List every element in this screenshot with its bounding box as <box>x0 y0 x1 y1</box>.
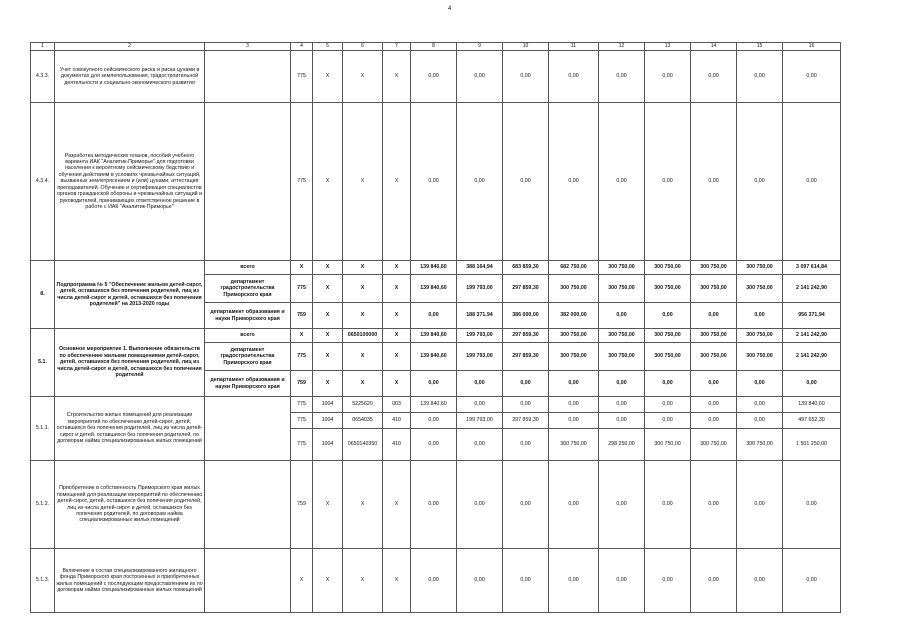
executor-cell <box>205 549 291 613</box>
value-cell: 0,00 <box>645 413 691 429</box>
cell-vr: 003 <box>383 397 411 413</box>
value-cell: 0,00 <box>503 103 549 261</box>
value-cell: 188 371,94 <box>457 303 503 329</box>
value-cell: 0,00 <box>411 51 457 103</box>
value-cell: 199 793,00 <box>457 275 503 303</box>
cell-rzpr: 1004 <box>313 397 343 413</box>
value-cell: 300 750,00 <box>737 343 783 371</box>
cell-rzpr: X <box>313 549 343 613</box>
value-cell: 0,00 <box>737 51 783 103</box>
row-number: 5.1.1. <box>31 397 55 461</box>
table-row <box>31 51 841 103</box>
value-cell: 0,00 <box>457 51 503 103</box>
cell-grbs: 775 <box>291 343 313 371</box>
value-cell: 683 859,30 <box>503 261 549 275</box>
cell-vr: X <box>383 275 411 303</box>
column-header: 7 <box>383 43 411 51</box>
value-cell: 297 859,30 <box>503 413 549 429</box>
value-cell: 300 750,00 <box>645 275 691 303</box>
value-cell: 0,00 <box>599 397 645 413</box>
value-cell: 0,00 <box>411 461 457 549</box>
value-cell: 300 750,00 <box>549 275 599 303</box>
value-cell: 300 750,00 <box>737 261 783 275</box>
value-cell: 1 501 250,00 <box>783 429 841 461</box>
value-cell: 139 840,60 <box>411 275 457 303</box>
table-row <box>31 261 841 275</box>
cell-vr: X <box>383 461 411 549</box>
cell-csr: X <box>343 371 383 397</box>
value-cell: 300 750,00 <box>691 343 737 371</box>
row-number: 4.3.4. <box>31 103 55 261</box>
table-row <box>31 329 841 343</box>
value-cell: 682 750,00 <box>549 261 599 275</box>
cell-csr: 5225620 <box>343 397 383 413</box>
value-cell: 300 750,00 <box>691 275 737 303</box>
budget-table <box>30 42 841 613</box>
value-cell: 0,00 <box>691 103 737 261</box>
column-header: 14 <box>691 43 737 51</box>
row-number: 4.3.3. <box>31 51 55 103</box>
value-cell: 0,00 <box>549 413 599 429</box>
column-header: 4 <box>291 43 313 51</box>
cell-csr: X <box>343 549 383 613</box>
cell-vr: X <box>383 371 411 397</box>
value-cell: 300 750,00 <box>549 429 599 461</box>
value-cell: 0,00 <box>783 51 841 103</box>
value-cell: 2 141 242,90 <box>783 275 841 303</box>
table-row <box>31 461 841 549</box>
cell-vr: 410 <box>383 413 411 429</box>
value-cell: 297 859,30 <box>503 343 549 371</box>
column-header: 8 <box>411 43 457 51</box>
value-cell: 300 750,00 <box>691 261 737 275</box>
value-cell: 0,00 <box>411 303 457 329</box>
value-cell: 0,00 <box>549 461 599 549</box>
value-cell: 0,00 <box>599 549 645 613</box>
value-cell: 300 750,00 <box>737 275 783 303</box>
value-cell: 388 164,94 <box>457 261 503 275</box>
row-title: Подпрограмма № 5 "Обеспечение жильем детей-сирот, детей, оставшихся без попечения родителей, лиц из числа детей-сирот и детей, оставшихся без попечения родителей" на 2013-2020 годы <box>55 261 205 329</box>
cell-rzpr: X <box>313 275 343 303</box>
column-header: 6 <box>343 43 383 51</box>
cell-vr: X <box>383 343 411 371</box>
value-cell: 300 750,00 <box>645 261 691 275</box>
value-cell: 0,00 <box>599 413 645 429</box>
value-cell: 0,00 <box>599 51 645 103</box>
value-cell: 0,00 <box>645 371 691 397</box>
value-cell: 300 750,00 <box>691 429 737 461</box>
value-cell: 0,00 <box>691 461 737 549</box>
table-row <box>31 549 841 613</box>
table-row <box>31 103 841 261</box>
page-number: 4 <box>448 6 452 12</box>
row-title: Строительство жилых помещений для реализации мероприятий по обеспечению детей-сирот, детей, оставшихся без попечения родителей, лиц из числа детей-сирот и детей, оставшихся без попечения родителей, по договорам найма специализированных жилых помещений <box>55 397 205 461</box>
value-cell: 0,00 <box>737 549 783 613</box>
column-header: 1 <box>31 43 55 51</box>
value-cell: 0,00 <box>645 103 691 261</box>
cell-csr: 0650140350 <box>343 429 383 461</box>
executor-cell: департамент образования и науки Приморского края <box>205 371 291 397</box>
value-cell: 0,00 <box>549 549 599 613</box>
value-cell: 0,00 <box>599 303 645 329</box>
row-title: Приобретение в собственность Приморского края жилых помещений для реализации мероприятий по обеспечению детей-сирот, детей, оставшихся без попечения родителей, лиц из числа детей-сирот и детей, оставшихся без попечения родителей, по договорам найма специализированных жилых помещений <box>55 461 205 549</box>
cell-csr: X <box>343 103 383 261</box>
value-cell: 2 141 242,90 <box>783 329 841 343</box>
cell-vr: X <box>383 103 411 261</box>
value-cell: 199 793,00 <box>457 343 503 371</box>
value-cell: 0,00 <box>645 51 691 103</box>
cell-vr: X <box>383 329 411 343</box>
row-number: 5.1.2. <box>31 461 55 549</box>
cell-rzpr: X <box>313 343 343 371</box>
cell-rzpr: X <box>313 103 343 261</box>
value-cell: 0,00 <box>783 549 841 613</box>
value-cell: 298 250,00 <box>599 429 645 461</box>
row-number: 8. <box>31 261 55 329</box>
cell-csr: 0650100000 <box>343 329 383 343</box>
value-cell: 0,00 <box>737 371 783 397</box>
value-cell: 0,00 <box>457 549 503 613</box>
cell-csr: X <box>343 303 383 329</box>
value-cell: 0,00 <box>691 371 737 397</box>
value-cell: 0,00 <box>645 461 691 549</box>
value-cell: 0,00 <box>691 549 737 613</box>
cell-rzpr: X <box>313 303 343 329</box>
value-cell: 497 652,30 <box>783 413 841 429</box>
cell-rzpr: X <box>313 371 343 397</box>
value-cell: 300 750,00 <box>549 343 599 371</box>
cell-csr: X <box>343 461 383 549</box>
cell-grbs: X <box>291 329 313 343</box>
cell-rzpr: 1004 <box>313 413 343 429</box>
value-cell: 2 141 242,90 <box>783 343 841 371</box>
value-cell: 300 750,00 <box>549 329 599 343</box>
executor-cell: департамент градостроительства Приморского края <box>205 343 291 371</box>
row-title: Включение в состав специализированного жилищного фонда Приморского края построенных и приобретенных жилых помещений с последующим предоставлением их по договорам найма специализированных жилых помещений <box>55 549 205 613</box>
value-cell: 0,00 <box>503 371 549 397</box>
value-cell: 0,00 <box>457 461 503 549</box>
cell-vr: X <box>383 261 411 275</box>
value-cell: 0,00 <box>457 429 503 461</box>
value-cell: 300 750,00 <box>645 329 691 343</box>
table-row <box>31 397 841 413</box>
value-cell: 139 840,60 <box>411 397 457 413</box>
column-header: 16 <box>783 43 841 51</box>
column-header: 3 <box>205 43 291 51</box>
cell-rzpr: 1004 <box>313 429 343 461</box>
executor-cell <box>205 51 291 103</box>
executor-cell <box>205 397 291 461</box>
cell-csr: X <box>343 261 383 275</box>
value-cell: 3 097 614,84 <box>783 261 841 275</box>
column-header: 2 <box>55 43 205 51</box>
cell-csr: 0654035 <box>343 413 383 429</box>
value-cell: 0,00 <box>411 371 457 397</box>
executor-cell: департамент образования и науки Приморского края <box>205 303 291 329</box>
cell-vr: X <box>383 549 411 613</box>
value-cell: 139 840,60 <box>783 397 841 413</box>
value-cell: 300 750,00 <box>599 343 645 371</box>
cell-grbs: 775 <box>291 51 313 103</box>
column-header: 15 <box>737 43 783 51</box>
column-header: 12 <box>599 43 645 51</box>
cell-grbs: 775 <box>291 275 313 303</box>
value-cell: 0,00 <box>599 371 645 397</box>
value-cell: 0,00 <box>783 371 841 397</box>
value-cell: 300 750,00 <box>599 275 645 303</box>
value-cell: 0,00 <box>503 461 549 549</box>
column-header: 5 <box>313 43 343 51</box>
cell-grbs: X <box>291 261 313 275</box>
column-header: 11 <box>549 43 599 51</box>
value-cell: 0,00 <box>549 397 599 413</box>
value-cell: 0,00 <box>645 303 691 329</box>
value-cell: 0,00 <box>737 303 783 329</box>
value-cell: 386 000,00 <box>503 303 549 329</box>
executor-cell: всего <box>205 329 291 343</box>
cell-grbs: 759 <box>291 461 313 549</box>
value-cell: 0,00 <box>691 51 737 103</box>
cell-grbs: 759 <box>291 371 313 397</box>
value-cell: 139 840,60 <box>411 261 457 275</box>
value-cell: 0,00 <box>503 397 549 413</box>
value-cell: 0,00 <box>503 549 549 613</box>
value-cell: 0,00 <box>737 461 783 549</box>
value-cell: 199 793,00 <box>457 329 503 343</box>
value-cell: 0,00 <box>737 103 783 261</box>
cell-rzpr: X <box>313 51 343 103</box>
value-cell: 0,00 <box>411 413 457 429</box>
cell-csr: X <box>343 343 383 371</box>
value-cell: 0,00 <box>411 429 457 461</box>
cell-vr: X <box>383 303 411 329</box>
value-cell: 0,00 <box>691 413 737 429</box>
value-cell: 300 750,00 <box>645 343 691 371</box>
cell-rzpr: X <box>313 461 343 549</box>
cell-grbs: 759 <box>291 303 313 329</box>
value-cell: 0,00 <box>549 51 599 103</box>
cell-grbs: 775 <box>291 397 313 413</box>
cell-csr: X <box>343 275 383 303</box>
value-cell: 0,00 <box>645 397 691 413</box>
value-cell: 300 750,00 <box>737 429 783 461</box>
value-cell: 300 750,00 <box>645 429 691 461</box>
value-cell: 300 750,00 <box>691 329 737 343</box>
value-cell: 0,00 <box>783 103 841 261</box>
cell-grbs: 775 <box>291 413 313 429</box>
cell-grbs: 775 <box>291 103 313 261</box>
value-cell: 139 840,60 <box>411 343 457 371</box>
value-cell: 199 793,00 <box>457 413 503 429</box>
header-row <box>31 43 841 51</box>
value-cell: 0,00 <box>503 51 549 103</box>
value-cell: 0,00 <box>457 397 503 413</box>
value-cell: 0,00 <box>691 397 737 413</box>
value-cell: 297 859,30 <box>503 275 549 303</box>
value-cell: 139 840,60 <box>411 329 457 343</box>
row-number: 5.1.3. <box>31 549 55 613</box>
value-cell: 297 859,30 <box>503 329 549 343</box>
row-title: Учет совокупного сейсмического риска и риска цунами в документах для землепользования, градостроительной деятельности и социально-экономического развития <box>55 51 205 103</box>
value-cell: 0,00 <box>599 461 645 549</box>
cell-rzpr: X <box>313 329 343 343</box>
cell-vr: 410 <box>383 429 411 461</box>
executor-cell: департамент градостроительства Приморского края <box>205 275 291 303</box>
value-cell: 0,00 <box>783 461 841 549</box>
cell-grbs: 775 <box>291 429 313 461</box>
value-cell: 0,00 <box>549 103 599 261</box>
row-title: Разработка методических планов, пособий учебного варианта ИАК "Аналитик-Приморье" для подготовки населения к вероятному сейсмическому бедствию и обучения действиям в условиях чрезвычайных ситуаций, вызванных землетрясением и (или) цунами; аттестация преподавателей. Обучение и сертификация специалистов органов гражданской обороны и чрезвычайных ситуаций и руководителей, принимающих ответственное решение в работе с ИАК "Аналитик-Приморье" <box>55 103 205 261</box>
value-cell: 300 750,00 <box>737 329 783 343</box>
cell-csr: X <box>343 51 383 103</box>
value-cell: 0,00 <box>457 371 503 397</box>
cell-rzpr: X <box>313 261 343 275</box>
value-cell: 0,00 <box>549 371 599 397</box>
executor-cell: всего <box>205 261 291 275</box>
value-cell: 0,00 <box>503 429 549 461</box>
value-cell: 0,00 <box>737 413 783 429</box>
value-cell: 0,00 <box>411 103 457 261</box>
value-cell: 0,00 <box>645 549 691 613</box>
column-header: 9 <box>457 43 503 51</box>
value-cell: 0,00 <box>457 103 503 261</box>
cell-grbs: X <box>291 549 313 613</box>
value-cell: 956 371,94 <box>783 303 841 329</box>
executor-cell <box>205 103 291 261</box>
value-cell: 0,00 <box>411 549 457 613</box>
row-title: Основное мероприятие 1. Выполнение обязательств по обеспечению жилыми помещениями детей-сирот, детей, оставшихся без попечения родителей, лиц из числа детей-сирот и детей, оставшихся без попечения родителей <box>55 329 205 397</box>
column-header: 10 <box>503 43 549 51</box>
value-cell: 300 750,00 <box>599 329 645 343</box>
column-header: 13 <box>645 43 691 51</box>
row-number: 5.1. <box>31 329 55 397</box>
cell-vr: X <box>383 51 411 103</box>
value-cell: 0,00 <box>691 303 737 329</box>
value-cell: 0,00 <box>599 103 645 261</box>
value-cell: 300 750,00 <box>599 261 645 275</box>
value-cell: 0,00 <box>737 397 783 413</box>
executor-cell <box>205 461 291 549</box>
value-cell: 382 000,00 <box>549 303 599 329</box>
